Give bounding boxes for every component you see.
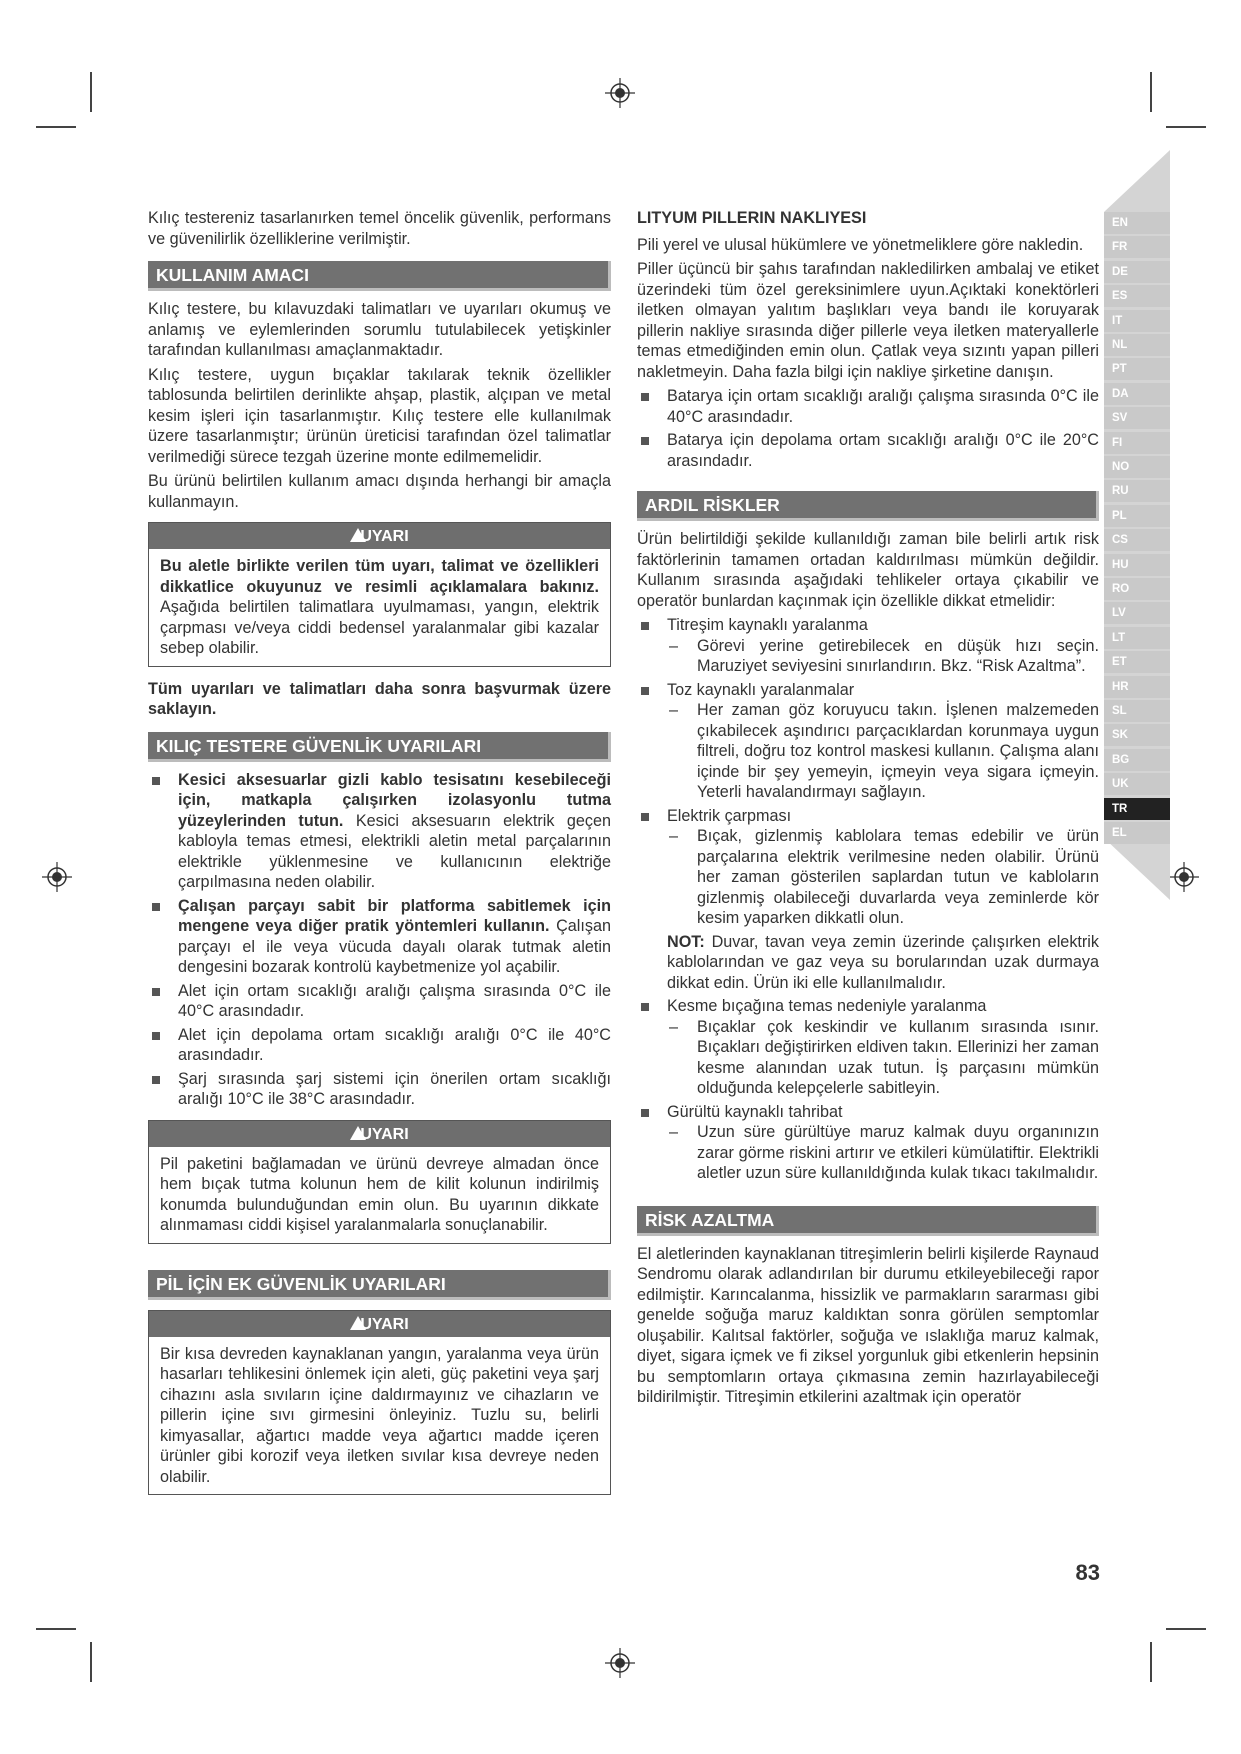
warning-title	[149, 1121, 610, 1147]
residual-list	[637, 615, 1099, 1184]
warning-title-text: UYARI	[360, 528, 409, 545]
list-item	[148, 770, 611, 893]
list-item	[148, 896, 611, 978]
warning-body: Bir kısa devreden kaynaklanan yangın, yaralanma veya ürün hasarları tehlikesini önlemek için aleti, güç paketini veya şarj cihazını asla sıvıların içine daldırmayınız ve cihazların ve pillerin içine sıvı girmesini önleyiniz. Tuzlu su, belirli kimyasallar, ağartıcı madde veya ağartıcı madde içeren ürünler gibi korozif veya iletken sıvılar kısa devreye neden olabilir.	[160, 1344, 599, 1486]
note	[667, 932, 1099, 994]
saw-safety-list	[148, 770, 611, 1110]
sub-list	[667, 826, 1099, 929]
crop-mark	[90, 72, 92, 112]
language-tab-el[interactable]: EL	[1104, 822, 1170, 844]
list-item-text: Elektrik çarpması	[667, 806, 792, 825]
language-tab-ru[interactable]: RU	[1104, 480, 1170, 502]
language-tab-hr[interactable]: HR	[1104, 676, 1170, 698]
language-tab-sl[interactable]: SL	[1104, 700, 1170, 722]
language-tab-bg[interactable]: BG	[1104, 749, 1170, 771]
language-tab-sk[interactable]: SK	[1104, 724, 1170, 746]
crop-mark	[90, 1642, 92, 1682]
usage-paragraph: Bu ürünü belirtilen kullanım amacı dışında herhangi bir amaçla kullanmayın.	[148, 472, 611, 511]
note-label: NOT:	[667, 932, 705, 951]
list-item: Şarj sırasında şarj sistemi için önerilen ortam sıcaklığı aralığı 10°C ile 38°C arasındadır.	[148, 1069, 611, 1110]
crop-mark	[1150, 72, 1152, 112]
language-tab-fi[interactable]: FI	[1104, 432, 1170, 454]
language-tab-de[interactable]: DE	[1104, 261, 1170, 283]
list-item	[637, 1102, 1099, 1184]
section-header-battery-safety: PİL İÇİN EK GÜVENLİK UYARILARI	[148, 1270, 611, 1300]
crop-mark	[1150, 1642, 1152, 1682]
usage-paragraph: Kılıç testere, uygun bıçaklar takılarak teknik özellikler tablosunda belirtilen derinlikte ahşap, plastik, alçıpan ve metal kesim işleri için tasarlanmıştır. Kılıç testere elle kullanılmak üzere tasarlanmıştır; ürünün üreticisi tarafından özel talimatlar verilmediği sürece tezgah üzerine monte edilmemelidir.	[148, 365, 611, 466]
language-tab-et[interactable]: ET	[1104, 651, 1170, 673]
warning-text: Aşağıda belirtilen talimatlara uyulmaması, yangın, elektrik çarpması ve/veya ciddi bedensel yaralanmalar gibi kazalar sebep olabilir.	[160, 598, 599, 657]
sub-list	[667, 1122, 1099, 1184]
language-tab-lt[interactable]: LT	[1104, 627, 1170, 649]
language-tab-sv[interactable]: SV	[1104, 407, 1170, 429]
list-item	[637, 806, 1099, 994]
warning-body	[149, 549, 610, 666]
crop-mark	[36, 1628, 76, 1630]
warning-lead-text: Bu aletle birlikte verilen tüm uyarı, talimat ve özellikleri dikkatlice okuyunuz ve resimli açıklamalara bakınız.	[160, 557, 599, 596]
language-tab-strip	[1104, 150, 1170, 900]
list-item-text: Titreşim kaynaklı yaralanma	[667, 616, 868, 634]
sub-list-item: – Bıçaklar çok keskindir ve kullanım sırasında ısınır. Bıçakları değiştirirken eldiven takın. Ellerinizi her zaman kesme alanından uzak tutun. İş parçasını mümkün olduğunda kelepçelerle sabitleyin.	[667, 1017, 1099, 1099]
section-header-saw-safety: KILIÇ TESTERE GÜVENLİK UYARILARI	[148, 732, 611, 762]
list-item-text: Gürültü kaynaklı tahribat	[667, 1102, 843, 1121]
crop-mark	[36, 126, 76, 128]
list-item-text: Kesici aksesuarın elektrik geçen kabloyla temas etmesi, elektrikli aletin metal parçalarının elektrikle yüklenmesine ve kullanıcının elektriğe çarpılmasına neden olabilir.	[178, 811, 611, 891]
right-column	[637, 208, 1099, 1412]
language-tab-da[interactable]: DA	[1104, 383, 1170, 405]
risk-reduction-paragraph: El aletlerinden kaynaklanan titreşimlerin belirli kişilerde Raynaud Sendromu olarak adlandırılan bir durumu etkileyebileceği rapor edilmiştir. Karıncalanma, hissizlik ve parmakların sararması gibi genelde soğuğa maruz kaldıktan sonra görülen semptomlar oluşabilir. Kalıtsal faktörler, soğuğa ve ıslaklığa maruz kalmak, diyet, sigara içmek ve fi ziksel yorgunluk gibi etkenlerin hepsinin bu semptomların ortaya çıkmasına zemin hazırlayabileceği bildirilmiştir. Titreşimin etkilerini azaltmak için operatör	[637, 1244, 1099, 1406]
registration-mark-icon	[1169, 862, 1199, 892]
warning-title	[149, 523, 610, 549]
list-item-text: Toz kaynaklı yaralanmalar	[667, 680, 855, 699]
language-tab-lv[interactable]: LV	[1104, 602, 1170, 624]
warning-box	[148, 522, 611, 667]
section-header-risk-reduction: RİSK AZALTMA	[637, 1206, 1099, 1236]
transport-list	[637, 386, 1099, 471]
list-item-text: Çalışan parçayı el ile veya vücuda dayalı olarak tutmak aletin dengesini bozarak kontrolü kaybetmenize yol açabilir.	[178, 917, 611, 976]
crop-mark	[1166, 126, 1206, 128]
language-tab-ro[interactable]: RO	[1104, 578, 1170, 600]
language-tab-nl[interactable]: NL	[1104, 334, 1170, 356]
list-item-lead: Kesici aksesuarlar gizli kablo tesisatını kesebileceği için, matkapla çalışırken izolasyonlu tutma yüzeylerinden tutun.	[178, 770, 611, 830]
registration-mark-icon	[42, 862, 72, 892]
list-item: Alet için ortam sıcaklığı aralığı çalışma sırasında 0°C ile 40°C arasındadır.	[148, 981, 611, 1022]
usage-paragraph: Kılıç testere, bu kılavuzdaki talimatları ve uyarıları okumuş ve anlamış ve eylemlerinden sorumlu tutulabilecek yetişkinler tarafından kullanılması amaçlanmaktadır.	[148, 300, 611, 359]
warning-title-text: UYARI	[360, 1125, 409, 1143]
language-tab-tr[interactable]: TR	[1104, 798, 1170, 820]
language-tab-es[interactable]: ES	[1104, 285, 1170, 307]
list-item	[637, 996, 1099, 1099]
sub-list	[667, 700, 1099, 803]
page-number: 83	[1075, 1560, 1100, 1585]
list-item: Batarya için ortam sıcaklığı aralığı çalışma sırasında 0°C ile 40°C arasındadır.	[637, 386, 1099, 427]
language-tab-hu[interactable]: HU	[1104, 554, 1170, 576]
list-item	[637, 615, 1099, 677]
section-header-residual-risks: ARDIL RİSKLER	[637, 491, 1099, 521]
sub-list-item: – Uzun süre gürültüye maruz kalmak duyu organınızın zarar görme riskini artırır ve etkileri kümülatiftir. Elektrikli aletler uzun süre kullanıldığında kulak tıkacı takılmalıdır.	[667, 1122, 1099, 1184]
registration-mark-icon	[605, 1648, 635, 1678]
warning-box	[148, 1120, 611, 1244]
sub-list-item: – Görevi yerine getirebilecek en düşük hızı seçin. Maruziyet seviyesini sınırlandırın. Bkz. “Risk Azaltma”.	[667, 636, 1099, 677]
section-header-transport: LITYUM PILLERIN NAKLIYESI	[637, 209, 867, 227]
note-text: Duvar, tavan veya zemin üzerinde çalışırken elektrik kablolarından ve gaz veya su borularından uzak durmaya dikkat edin. Ürün iki elle kullanılmalıdır.	[667, 932, 1099, 992]
residual-intro: Ürün belirtildiği şekilde kullanıldığı zaman bile belirli artık risk faktörlerinin tamamen ortadan kaldırılması mümkün değildir. Kullanım sırasında aşağıdaki tehlikeler ortaya çıkabilir ve operatör bunlardan kaçınmak için özellikle dikkat etmelidir:	[637, 530, 1099, 610]
transport-paragraph: Pili yerel ve ulusal hükümlere ve yönetmeliklere göre nakledin.	[637, 235, 1084, 254]
language-tab-pt[interactable]: PT	[1104, 358, 1170, 380]
language-tab-en[interactable]: EN	[1104, 212, 1170, 234]
list-item-text: Kesme bıçağına temas nedeniyle yaralanma	[667, 997, 987, 1015]
keep-instructions: Tüm uyarıları ve talimatları daha sonra başvurmak üzere saklayın.	[148, 679, 611, 718]
list-item-lead: Çalışan parçayı sabit bir platforma sabitlemek için mengene veya diğer pratik yöntemleri kullanın.	[178, 896, 611, 935]
list-item: Alet için depolama ortam sıcaklığı aralığı 0°C ile 40°C arasındadır.	[148, 1025, 611, 1066]
warning-title-text: UYARI	[360, 1315, 409, 1333]
warning-box	[148, 1310, 611, 1496]
warning-body: Pil paketini bağlamadan ve ürünü devreye almadan önce hem bıçak tutma kolunun hem de kilit kolunun indirilmiş konumda bulunduğundan emin olun. Bu uyarının dikkate alınmaması ciddi kişisel yaralanmalarla sonuçlanabilir.	[160, 1154, 599, 1234]
sub-list	[667, 636, 1099, 677]
language-tab-pl[interactable]: PL	[1104, 505, 1170, 527]
warning-title	[149, 1311, 610, 1337]
list-item	[637, 680, 1099, 803]
intro-paragraph: Kılıç testereniz tasarlanırken temel öncelik güvenlik, performans ve güvenilirlik özelliklerine verilmiştir.	[148, 209, 611, 248]
language-tab-it[interactable]: IT	[1104, 310, 1170, 332]
sub-list-item: – Her zaman göz koruyucu takın. İşlenen malzemeden çıkabilecek aşındırıcı parçacıklardan korunmaya uygun filtreli, doğru toz kontrol maskesi kullanın. Çalışma alanı içinde bir şey yemeyin, içmeyin veya sigara içmeyin. Yeterli havalandırmayı sağlayın.	[667, 700, 1099, 803]
sub-list	[667, 1017, 1099, 1099]
language-tab-fr[interactable]: FR	[1104, 236, 1170, 258]
transport-paragraph: Piller üçüncü bir şahıs tarafından nakledilirken ambalaj ve etiket üzerindeki tüm özel gereksinimlere uyun.Açıktaki konektörleri iletken olmayan yalıtım başlıkları veya bandı ile koruyarak pillerin nakliye sırasında diğer pillerle veya iletken materyallerle temas etmediğinden emin olun. Çatlak veya sızıntı yapan pilleri nakletmeyin. Daha fazla bilgi için nakliye şirketine danışın.	[637, 260, 1099, 381]
list-item: Batarya için depolama ortam sıcaklığı aralığı 0°C ile 20°C arasındadır.	[637, 430, 1099, 471]
section-header-usage: KULLANIM AMACI	[148, 261, 611, 291]
language-tab-no[interactable]: NO	[1104, 456, 1170, 478]
crop-mark	[1166, 1628, 1206, 1630]
left-column	[148, 208, 611, 1507]
language-tab-cs[interactable]: CS	[1104, 529, 1170, 551]
sub-list-item: – Bıçak, gizlenmiş kablolara temas edebilir ve ürün parçalarına elektrik verilmesine neden olabilir. Ürünü her zaman gösterilen saplardan tutun ve kabloların gizlenmiş olabileceği duvarlarda veya zeminlerde kör kesim yaparken dikkatli olun.	[667, 826, 1099, 929]
language-tab-uk[interactable]: UK	[1104, 773, 1170, 795]
registration-mark-icon	[605, 78, 635, 108]
